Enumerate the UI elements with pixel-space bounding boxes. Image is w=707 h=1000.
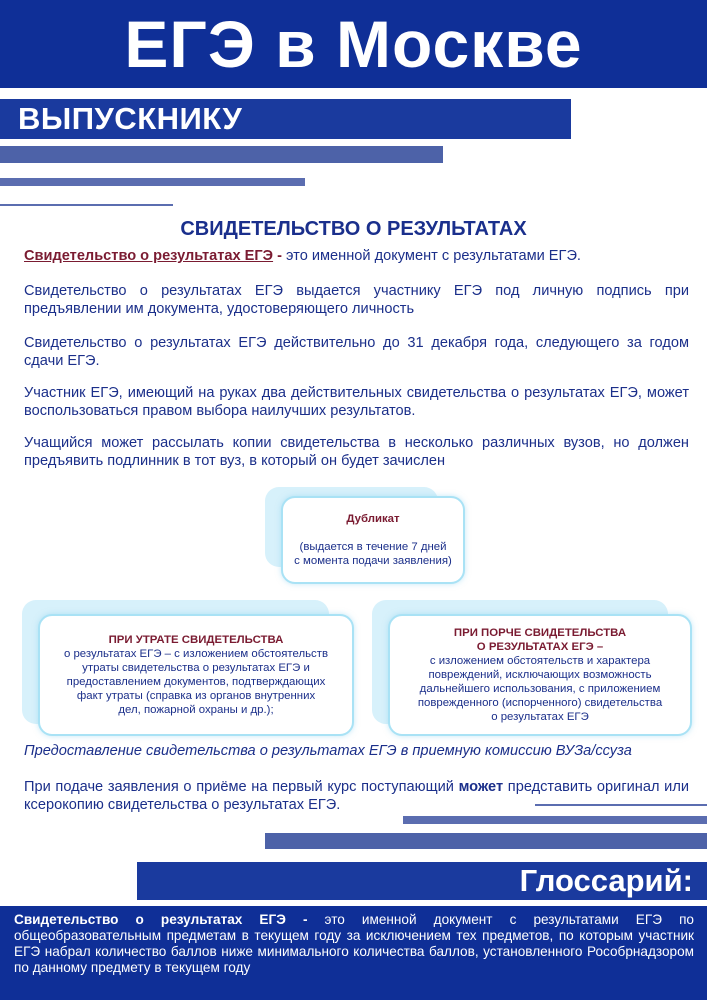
loss-title: ПРИ УТРАТЕ СВИДЕТЕЛЬСТВА (108, 634, 284, 646)
damage-line: дальнейшего использования, с приложением (419, 683, 661, 695)
submission-text: представить оригинал или ксерокопию свидетельства о результатах ЕГЭ. (24, 779, 689, 813)
document-title: СВИДЕТЕЛЬСТВО О РЕЗУЛЬТАТАХ (180, 218, 527, 240)
paragraph-copies: Учащийся может рассылать копии свидетельства в несколько различных вузов, но должен предъявить подлинник в тот вуз, в который он будет зачислен (24, 435, 689, 469)
decorative-stripe (0, 178, 305, 186)
loss-line: дел, пожарной охраны и др.); (118, 704, 274, 716)
glossary-text (14, 912, 694, 976)
intro-paragraph (24, 247, 689, 265)
intro-definition: это именной документ с результатами ЕГЭ. (286, 248, 581, 264)
decorative-stripe (403, 816, 707, 824)
section-bar (0, 99, 571, 139)
damage-line: поврежденного (испорченного) свидетельства (417, 697, 663, 709)
header-banner (0, 0, 707, 88)
glossary-bar (137, 862, 707, 900)
damage-line: о результатах ЕГЭ (491, 711, 589, 723)
paragraph-issuance: Свидетельство о результатах ЕГЭ выдается участнику ЕГЭ под личную подпись при предъявлении им документа, удостоверяющего личность (24, 283, 689, 317)
glossary-definition: это именной документ с результатами ЕГЭ по общеобразовательным предметам в текущем году за исключением тех предметов, по которым участник ЕГЭ набрал количество баллов ниже минимального количества баллов, установленного Рособрнадзором по данному предмету в текущем году (14, 912, 694, 975)
decorative-stripe (265, 833, 707, 849)
duplicate-box (281, 496, 465, 584)
decorative-stripe (0, 204, 173, 206)
intro-term: Свидетельство о результатах ЕГЭ (24, 248, 274, 264)
section-label: ВЫПУСКНИКУ (18, 101, 243, 136)
paragraph-validity: Свидетельство о результатах ЕГЭ действительно до 31 декабря года, следующего за годом сдачи ЕГЭ. (24, 335, 689, 369)
damage-title: ПРИ ПОРЧЕ СВИДЕТЕЛЬСТВА (453, 627, 627, 639)
submission-text: При подаче заявления о приёме на первый курс поступающий (24, 779, 459, 795)
loss-line: факт утраты (справка из органов внутренних (76, 690, 316, 702)
duplicate-title: Дубликат (346, 513, 400, 525)
loss-line: утраты свидетельства о результатах ЕГЭ и (82, 662, 310, 674)
page-title: ЕГЭ в Москве (124, 7, 583, 81)
loss-box (38, 614, 354, 736)
duplicate-line: с момента подачи заявления) (294, 555, 452, 567)
damage-title: О РЕЗУЛЬТАТАХ ЕГЭ – (476, 641, 604, 653)
damage-line: повреждений, исключающих возможность (428, 669, 652, 681)
submission-emphasis: может (458, 779, 504, 795)
duplicate-line: (выдается в течение 7 дней (299, 541, 447, 553)
intro-separator: - (273, 248, 287, 264)
paragraph-best-results: Участник ЕГЭ, имеющий на руках два действительных свидетельства о результатах ЕГЭ, может воспользоваться правом выбора наилучших результатов. (24, 385, 689, 419)
loss-line: о результатах ЕГЭ – с изложением обстоятельств (63, 648, 329, 660)
submission-heading: Предоставление свидетельства о результатах ЕГЭ в приемную комиссию ВУЗа/ссуза (24, 743, 632, 759)
damage-box (388, 614, 692, 736)
loss-line: предоставлением документов, подтверждающих (66, 676, 326, 688)
glossary-label: Глоссарий: (519, 863, 693, 898)
submission-paragraph (24, 778, 689, 814)
decorative-stripe (535, 804, 707, 806)
glossary-term: Свидетельство о результатах ЕГЭ - (14, 912, 308, 927)
damage-line: с изложением обстоятельств и характера (429, 655, 651, 667)
decorative-stripe (0, 146, 443, 163)
